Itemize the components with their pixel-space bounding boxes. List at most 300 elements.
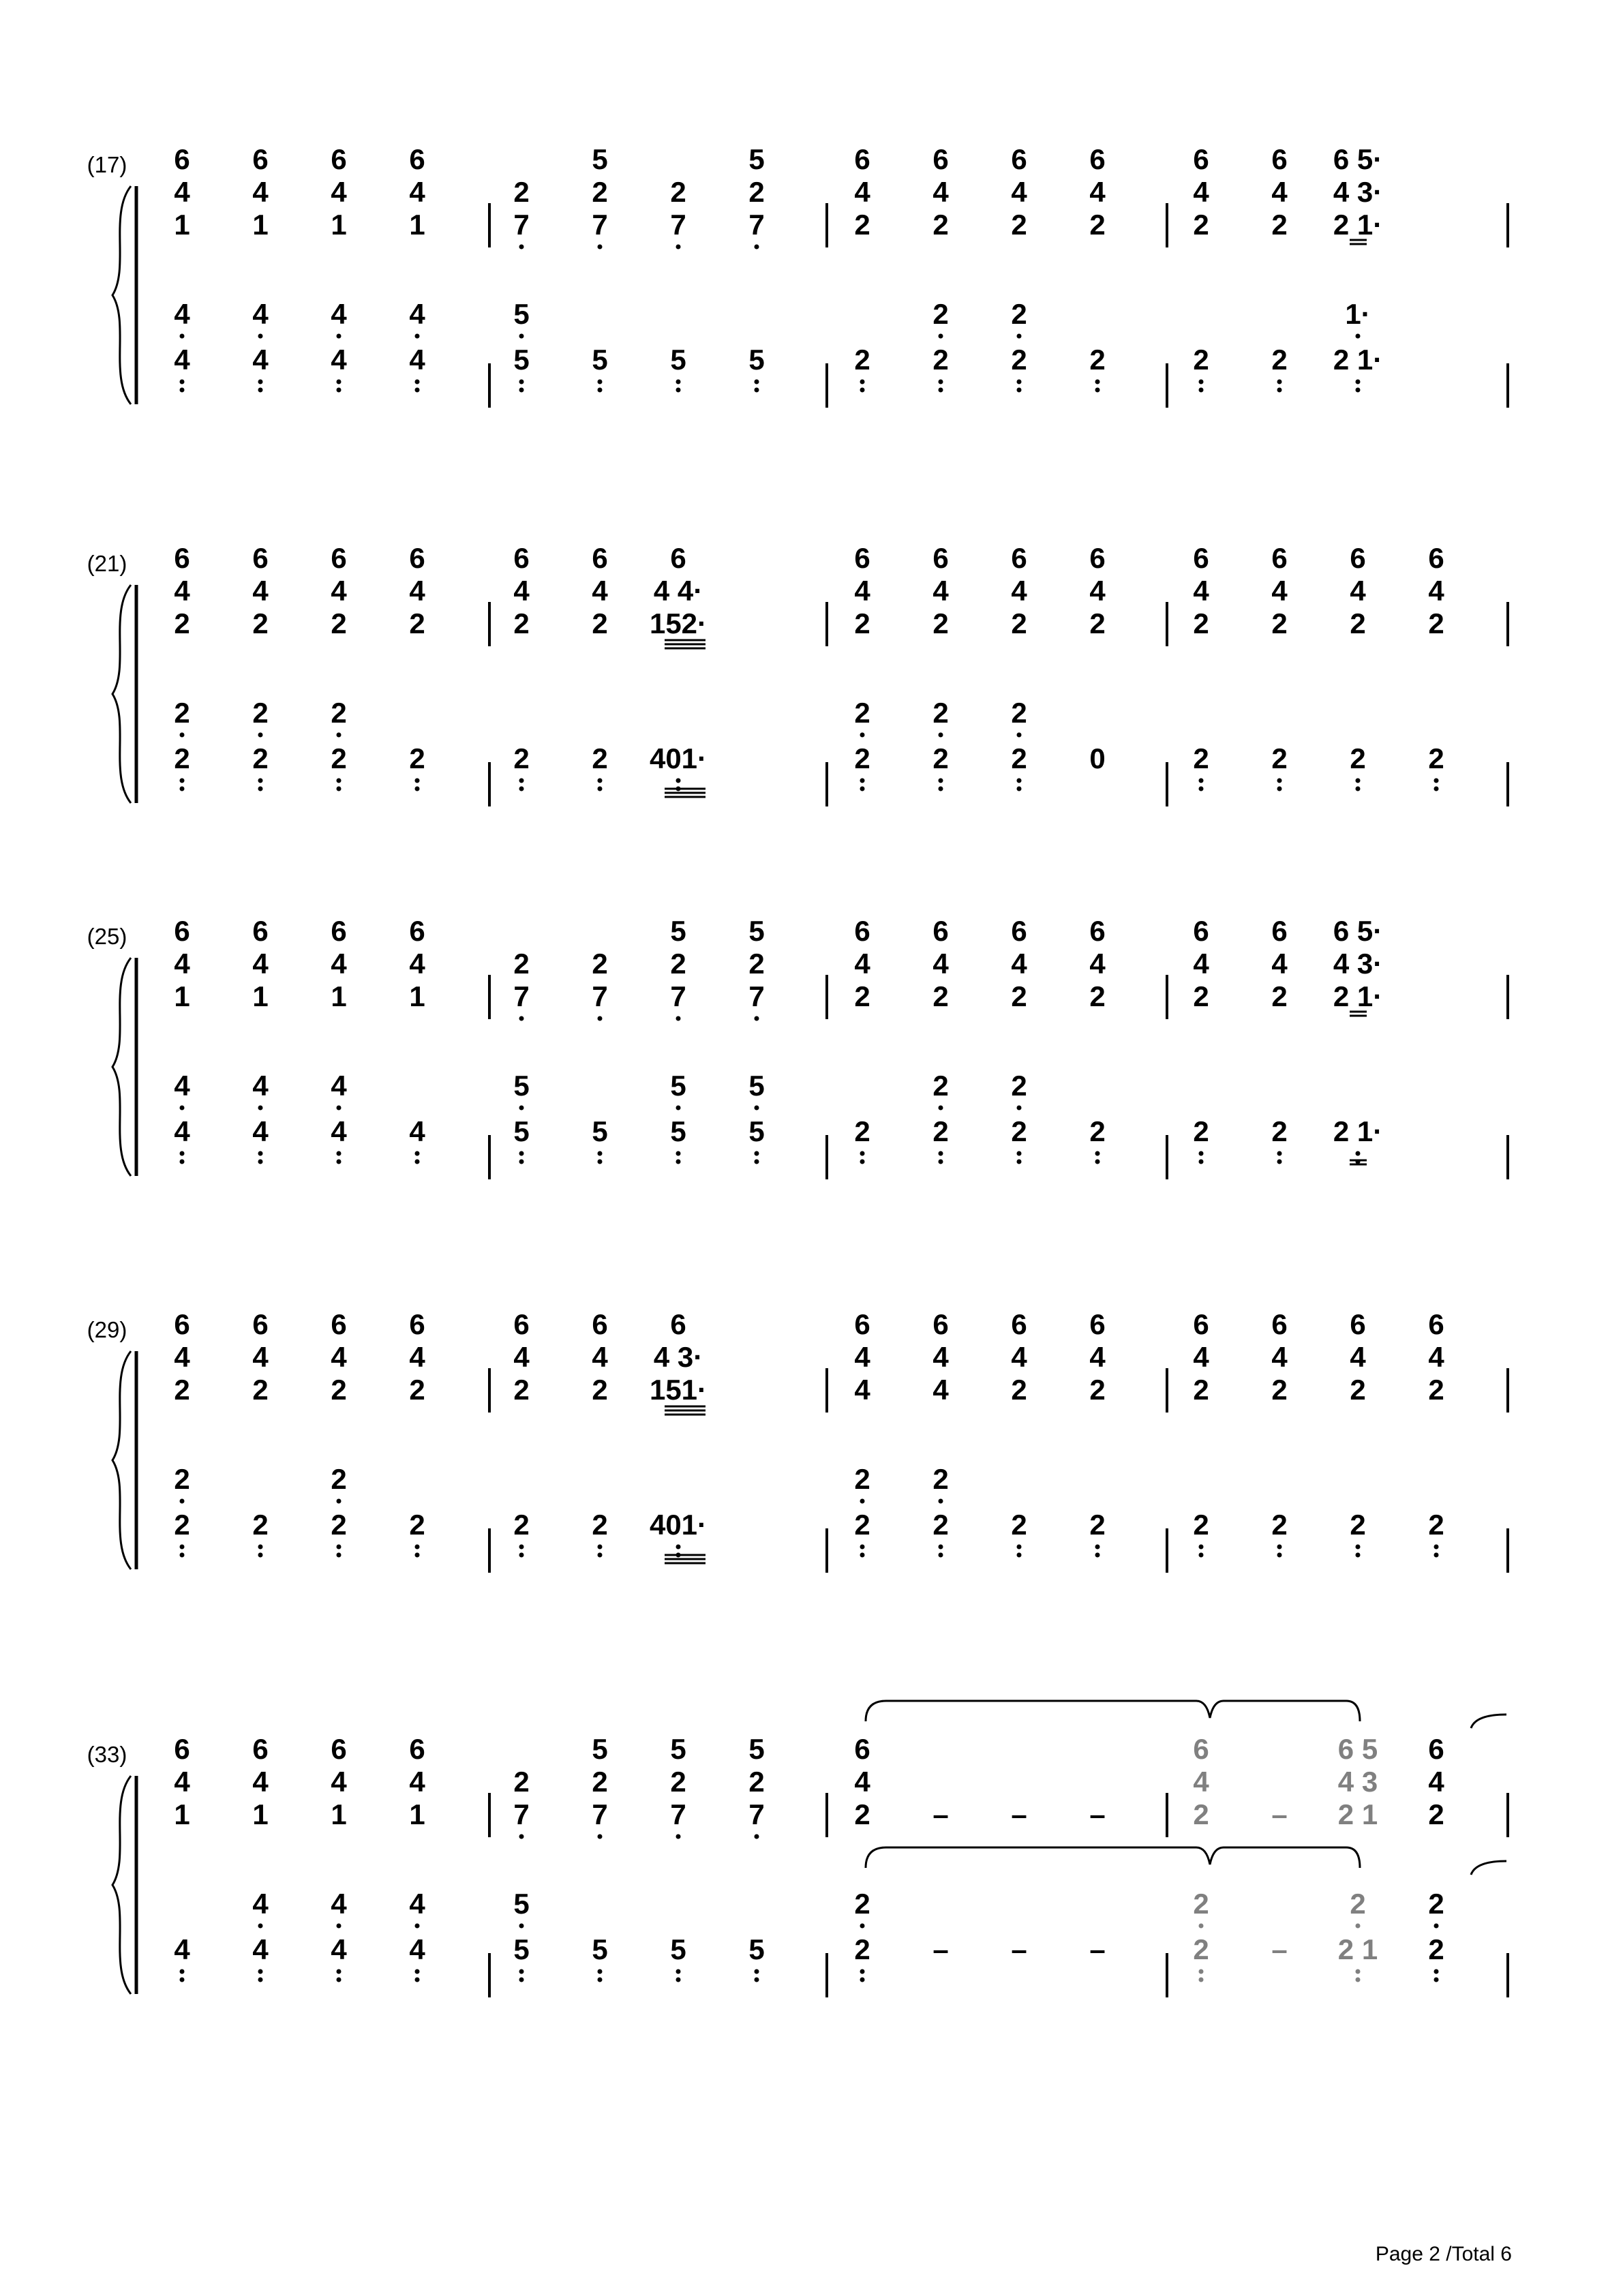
octave-dot-below [1277, 1553, 1282, 1558]
octave-dot-below [939, 1545, 943, 1550]
note-lh-bottom: 2 [1193, 1509, 1209, 1541]
note-rh-bottom: 2 [1350, 1374, 1366, 1406]
octave-dot-below [337, 1160, 342, 1164]
note-rh-middle: 4 [331, 575, 347, 607]
note-rh-middle: 4 [252, 176, 269, 208]
note-lh-top: 2 [932, 298, 949, 330]
octave-dot-below [939, 787, 943, 791]
note-rh-bottom: 2 [1193, 980, 1209, 1012]
octave-dot-below [1199, 779, 1204, 783]
note-rh-top: 6 [1271, 143, 1288, 175]
measure-number: (21) [87, 551, 127, 576]
note-lh-top: 5 [670, 1070, 686, 1102]
octave-dot-below [337, 1969, 342, 1974]
note-rh-top: 6 [854, 1308, 870, 1340]
octave-dot-below [1095, 1545, 1100, 1550]
octave-dot-below [676, 1545, 681, 1550]
octave-dot-below [1017, 388, 1022, 393]
octave-dot-below [1017, 1151, 1022, 1156]
note-rh-top: 6 [1271, 542, 1288, 574]
note-rh-top: 6 [670, 1308, 686, 1340]
octave-dot-below [1434, 1978, 1439, 1982]
octave-dot-below [1434, 1545, 1439, 1550]
octave-dot-below [755, 380, 759, 384]
note-lh-bottom: 5 [748, 344, 765, 376]
note-rh-middle: 2 [592, 1766, 608, 1798]
note-rh-middle: 4 [854, 1341, 870, 1373]
note-lh-bottom: 4 [409, 1115, 425, 1147]
note-rh-top: 6 [592, 542, 608, 574]
note-lh-bottom: 2 [1271, 1509, 1288, 1541]
note-rh-top: 6 [1011, 143, 1027, 175]
note-rh-middle: 4 [1193, 575, 1209, 607]
octave-dot-below [1277, 779, 1282, 783]
note-rh-top: 6 [1271, 915, 1288, 947]
note-rh-middle: 4 [1350, 1341, 1366, 1373]
note-rh-middle: 4 [409, 948, 425, 980]
octave-dot-below [939, 334, 943, 339]
note-lh-bottom: 2 [331, 1509, 347, 1541]
note-lh-bottom: 2 [1193, 1933, 1209, 1965]
octave-dot-below [180, 787, 185, 791]
octave-dot-below [180, 380, 185, 384]
note-rh-middle: 4 3· [1333, 948, 1383, 980]
octave-dot-below [337, 388, 342, 393]
note-rh-middle: 4 [854, 948, 870, 980]
note-rh-bottom: 2 [854, 209, 870, 241]
note-rh-top: 6 [1193, 915, 1209, 947]
octave-dot-below [180, 1978, 185, 1982]
page-footer: Page 2 /Total 6 [1375, 2243, 1512, 2265]
note-rh-bottom: 1 [331, 980, 347, 1012]
note-rh-top: 6 [174, 1308, 190, 1340]
octave-dot-below [258, 1160, 263, 1164]
note-lh-bottom: 4 [331, 344, 347, 376]
octave-dot-below [519, 1553, 524, 1558]
note-lh-bottom: 2 [1193, 1115, 1209, 1147]
note-rh-top: 6 [1193, 1308, 1209, 1340]
note-lh-bottom: 5 [513, 1115, 530, 1147]
note-rh-bottom: 7 [592, 1798, 608, 1830]
note-lh-bottom: 2 [932, 1115, 949, 1147]
note-lh-bottom: 5 [513, 1933, 530, 1965]
note-rh-top: 5 [670, 1733, 686, 1765]
note-lh-bottom: 2 [932, 344, 949, 376]
note-rh-bottom: 1 [174, 1798, 190, 1830]
note-rh-bottom: 1 [252, 1798, 269, 1830]
note-rh-middle: 4 [252, 948, 269, 980]
note-rh-middle: 4 [1089, 948, 1106, 980]
octave-dot-below [180, 1545, 185, 1550]
octave-dot-below [860, 1151, 865, 1156]
octave-dot-below [180, 779, 185, 783]
note-rh-bottom: 2 [932, 607, 949, 639]
octave-dot-below [598, 1160, 603, 1164]
octave-dot-below [337, 787, 342, 791]
note-lh-bottom: 5 [592, 1115, 608, 1147]
note-rh-bottom: 2 [854, 607, 870, 639]
note-rh-top: 6 [1350, 542, 1366, 574]
note-rh-top: 6 [1011, 1308, 1027, 1340]
octave-dot-below [1277, 380, 1282, 384]
note-rh-bottom: 2 [331, 1374, 347, 1406]
note-rh-bottom: 2 [1089, 607, 1106, 639]
note-rh-top: 6 [854, 542, 870, 574]
octave-dot-below [1356, 787, 1361, 791]
octave-dot-below [1017, 1553, 1022, 1558]
octave-dot-below [676, 779, 681, 783]
note-lh-bottom: 2 [252, 1509, 269, 1541]
note-rh-bottom: 2 [174, 1374, 190, 1406]
note-lh-bottom: 5 [670, 1115, 686, 1147]
note-lh-top: 4 [331, 1888, 347, 1920]
note-rh-bottom: 2 1· [1333, 980, 1383, 1012]
note-rh-middle: 4 [1271, 1341, 1288, 1373]
octave-dot-below [755, 1016, 759, 1021]
octave-dot-below [676, 1969, 681, 1974]
octave-dot-below [676, 245, 681, 250]
note-rh-top: 6 [1089, 143, 1106, 175]
octave-dot-below [598, 380, 603, 384]
note-rh-bottom: 2 [1089, 209, 1106, 241]
note-rh-middle: 4 [174, 948, 190, 980]
note-rh-top: 6 5· [1333, 143, 1383, 175]
octave-dot-below [676, 380, 681, 384]
note-lh-bottom: 2 [1193, 344, 1209, 376]
note-rh-bottom: 2 [252, 1374, 269, 1406]
octave-dot-below [860, 1978, 865, 1982]
note-lh-bottom: 2 [409, 742, 425, 774]
octave-dot-below [1199, 1160, 1204, 1164]
note-rh-top: 6 [331, 915, 347, 947]
note-rh-top: 6 [932, 915, 949, 947]
note-rh-top: 6 [409, 1733, 425, 1765]
octave-dot-below [415, 1160, 420, 1164]
note-rh-bottom: 4 [932, 1374, 949, 1406]
note-rh-top: 6 [252, 542, 269, 574]
note-lh-top: 2 [252, 697, 269, 729]
note-rh-bottom: 2 [1271, 607, 1288, 639]
note-lh-top: 2 [854, 1888, 870, 1920]
octave-dot-below [415, 334, 420, 339]
note-rh-middle: 4 [513, 1341, 530, 1373]
note-rh-bottom: 7 [513, 209, 530, 241]
octave-dot-below [939, 1499, 943, 1504]
note-lh-bottom: 5 [748, 1115, 765, 1147]
note-rh-middle: 4 [1271, 575, 1288, 607]
note-rh-bottom: 1 [252, 980, 269, 1012]
system-brace [112, 585, 131, 803]
note-lh-top: 2 [1011, 697, 1027, 729]
note-rh-top: 5 [592, 1733, 608, 1765]
octave-dot-below [415, 779, 420, 783]
octave-dot-below [676, 1016, 681, 1021]
note-rh-top: 5 [748, 915, 765, 947]
note-rh-top: 6 [932, 1308, 949, 1340]
system-1 [87, 152, 1508, 408]
note-lh-bottom: 2 [1089, 344, 1106, 376]
note-lh-top: 5 [513, 298, 530, 330]
octave-dot-below [1434, 779, 1439, 783]
octave-dot-below [1095, 1151, 1100, 1156]
octave-dot-below [180, 1151, 185, 1156]
octave-dot-below [1434, 1969, 1439, 1974]
note-rh-middle: 2 [592, 176, 608, 208]
note-rh-bottom: 1 [409, 209, 425, 241]
octave-dot-below [519, 779, 524, 783]
octave-dot-below [258, 779, 263, 783]
note-lh-bottom: 0 [1089, 742, 1106, 774]
octave-dot-below [180, 1553, 185, 1558]
note-lh-bottom: 2 1· [1333, 344, 1383, 376]
note-rh-bottom: 2 [1089, 980, 1106, 1012]
note-rh-top: 6 [252, 1733, 269, 1765]
note-rh-middle: 4 [252, 1341, 269, 1373]
octave-dot-below [1017, 1106, 1022, 1111]
octave-dot-below [1199, 388, 1204, 393]
note-lh-top: 5 [748, 1070, 765, 1102]
note-rh-bottom: 2 [1428, 1798, 1444, 1830]
octave-dot-below [1356, 1151, 1361, 1156]
note-rh-bottom: 7 [670, 209, 686, 241]
octave-dot-below [598, 1969, 603, 1974]
note-lh-top: 2 [174, 697, 190, 729]
note-lh-bottom: 5 [670, 1933, 686, 1965]
octave-dot-below [860, 787, 865, 791]
note-rh-bottom: 7 [670, 1798, 686, 1830]
note-lh-bottom: 2 [1011, 1115, 1027, 1147]
note-rh-top: 6 [331, 1308, 347, 1340]
octave-dot-below [1356, 1978, 1361, 1982]
note-rh-middle: 4 [1271, 948, 1288, 980]
note-rh-bottom: – [932, 1798, 949, 1830]
note-rh-bottom: 1 [174, 980, 190, 1012]
octave-dot-below [1356, 334, 1361, 339]
octave-dot-below [258, 1151, 263, 1156]
note-lh-bottom: 4 [174, 1933, 190, 1965]
octave-dot-below [1356, 388, 1361, 393]
octave-dot-below [337, 1106, 342, 1111]
octave-dot-below [180, 1106, 185, 1111]
note-rh-bottom: 2 [409, 1374, 425, 1406]
octave-dot-below [1356, 1969, 1361, 1974]
note-rh-middle: 4 [1089, 575, 1106, 607]
note-rh-top: 6 [409, 542, 425, 574]
octave-dot-below [939, 1160, 943, 1164]
note-rh-top: 6 [854, 915, 870, 947]
note-rh-middle: 4 [1193, 176, 1209, 208]
note-rh-middle: 4 [331, 1766, 347, 1798]
note-lh-bottom: 2 [592, 1509, 608, 1541]
octave-dot-below [1434, 787, 1439, 791]
note-lh-bottom: 5 [592, 344, 608, 376]
octave-dot-below [755, 1969, 759, 1974]
note-lh-bottom: – [932, 1933, 949, 1965]
note-lh-bottom: 4 [331, 1115, 347, 1147]
note-lh-top: 2 [854, 697, 870, 729]
note-lh-bottom: 2 [1193, 742, 1209, 774]
note-lh-bottom: – [1271, 1933, 1288, 1965]
note-rh-top: 6 [409, 143, 425, 175]
octave-dot-below [180, 388, 185, 393]
note-rh-top: 6 [1089, 542, 1106, 574]
note-lh-bottom: 2 [1428, 1509, 1444, 1541]
octave-dot-below [1199, 1151, 1204, 1156]
note-rh-bottom: 2 [252, 607, 269, 639]
system-5 [87, 1701, 1508, 1997]
note-rh-top: 6 [331, 542, 347, 574]
octave-dot-below [519, 1978, 524, 1982]
note-lh-bottom: 401· [649, 742, 708, 774]
system-brace [112, 186, 131, 404]
octave-dot-below [676, 1160, 681, 1164]
note-lh-top: 2 [1350, 1888, 1366, 1920]
note-lh-bottom: 4 [252, 344, 269, 376]
note-rh-top: 6 [932, 143, 949, 175]
note-rh-bottom: – [1089, 1798, 1106, 1830]
note-rh-bottom: 7 [748, 1798, 765, 1830]
note-lh-bottom: 2 [1089, 1509, 1106, 1541]
note-rh-middle: 4 [331, 176, 347, 208]
note-rh-middle: 4 [174, 1766, 190, 1798]
octave-dot-below [180, 733, 185, 738]
note-lh-bottom: 4 [409, 344, 425, 376]
octave-dot-below [676, 1834, 681, 1839]
octave-dot-below [939, 1553, 943, 1558]
octave-dot-below [337, 1151, 342, 1156]
octave-dot-below [519, 1924, 524, 1929]
note-rh-middle: 4 [1089, 176, 1106, 208]
note-lh-top: 4 [252, 298, 269, 330]
note-rh-middle: 4 [932, 176, 949, 208]
phrase-slur [866, 1701, 1360, 1721]
note-rh-bottom: 2 [932, 209, 949, 241]
octave-dot-below [1095, 388, 1100, 393]
octave-dot-below [755, 388, 759, 393]
note-rh-top: 6 [1089, 915, 1106, 947]
note-rh-bottom: 152· [649, 607, 708, 639]
measure-number: (25) [87, 924, 127, 949]
note-lh-top: 4 [409, 298, 425, 330]
note-rh-middle: 4 [1011, 176, 1027, 208]
note-lh-bottom: 4 [331, 1933, 347, 1965]
note-rh-top: 6 5· [1333, 915, 1383, 947]
octave-dot-below [939, 779, 943, 783]
note-rh-top: 6 [1193, 1733, 1209, 1765]
note-lh-bottom: 2 [854, 1933, 870, 1965]
note-rh-top: 6 [1271, 1308, 1288, 1340]
octave-dot-below [337, 733, 342, 738]
octave-dot-below [258, 733, 263, 738]
octave-dot-below [939, 388, 943, 393]
note-lh-top: 2 [1428, 1888, 1444, 1920]
measure-number: (33) [87, 1742, 127, 1767]
octave-dot-below [337, 1978, 342, 1982]
octave-dot-below [755, 245, 759, 250]
octave-dot-below [676, 1106, 681, 1111]
octave-dot-below [755, 1978, 759, 1982]
octave-dot-below [860, 1924, 865, 1929]
note-rh-bottom: 1 [409, 1798, 425, 1830]
note-rh-bottom: 2 1· [1333, 209, 1383, 241]
octave-dot-below [519, 1016, 524, 1021]
octave-dot-below [180, 334, 185, 339]
note-rh-bottom: 1 [331, 1798, 347, 1830]
note-rh-middle: 4 [592, 1341, 608, 1373]
note-rh-top: 6 [854, 1733, 870, 1765]
octave-dot-below [519, 388, 524, 393]
note-rh-middle: 4 [1428, 1341, 1444, 1373]
note-rh-middle: 4 [1428, 1766, 1444, 1798]
note-lh-top: 5 [513, 1070, 530, 1102]
octave-dot-below [598, 245, 603, 250]
note-rh-middle: 4 [1193, 1766, 1209, 1798]
octave-dot-below [1199, 1924, 1204, 1929]
note-rh-top: 6 [670, 542, 686, 574]
octave-dot-below [860, 1160, 865, 1164]
octave-dot-below [860, 733, 865, 738]
note-lh-bottom: 2 [932, 1509, 949, 1541]
octave-dot-below [258, 1106, 263, 1111]
note-rh-top: 6 [174, 542, 190, 574]
octave-dot-below [258, 1553, 263, 1558]
octave-dot-below [1277, 388, 1282, 393]
octave-dot-below [1356, 380, 1361, 384]
octave-dot-below [598, 388, 603, 393]
note-rh-middle: 4 [1011, 1341, 1027, 1373]
octave-dot-below [1277, 1151, 1282, 1156]
note-rh-middle: 2 [513, 948, 530, 980]
note-rh-middle: 4 [174, 176, 190, 208]
note-rh-middle: 4 [932, 1341, 949, 1373]
note-rh-top: 6 [1193, 143, 1209, 175]
octave-dot-below [1017, 1160, 1022, 1164]
octave-dot-below [755, 1160, 759, 1164]
note-rh-bottom: 2 [592, 1374, 608, 1406]
note-rh-top: 6 [1089, 1308, 1106, 1340]
note-rh-top: 6 [252, 1308, 269, 1340]
octave-dot-below [337, 1545, 342, 1550]
note-lh-bottom: 2 1· [1333, 1115, 1383, 1147]
note-rh-middle: 2 [748, 948, 765, 980]
note-rh-top: 6 [252, 915, 269, 947]
note-rh-top: 6 [932, 542, 949, 574]
octave-dot-below [598, 1553, 603, 1558]
note-rh-middle: 4 3 [1337, 1766, 1378, 1798]
note-rh-middle: 2 [748, 176, 765, 208]
note-lh-bottom: 2 [1350, 1509, 1366, 1541]
octave-dot-below [1095, 1160, 1100, 1164]
note-lh-bottom: 2 [331, 742, 347, 774]
note-rh-bottom: 2 [854, 1798, 870, 1830]
octave-dot-below [180, 1499, 185, 1504]
note-rh-middle: 4 [1193, 948, 1209, 980]
note-rh-top: 5 [592, 143, 608, 175]
octave-dot-below [598, 1834, 603, 1839]
note-lh-top: 4 [174, 298, 190, 330]
note-lh-bottom: 4 [174, 1115, 190, 1147]
note-lh-top: 2 [331, 1463, 347, 1495]
note-lh-bottom: 2 [854, 344, 870, 376]
note-lh-top: 2 [1011, 298, 1027, 330]
note-rh-top: 5 [748, 143, 765, 175]
note-rh-middle: 4 [252, 575, 269, 607]
octave-dot-below [519, 1151, 524, 1156]
octave-dot-below [519, 334, 524, 339]
note-rh-middle: 4 [331, 1341, 347, 1373]
note-rh-middle: 4 [854, 575, 870, 607]
note-lh-top: 2 [1011, 1070, 1027, 1102]
